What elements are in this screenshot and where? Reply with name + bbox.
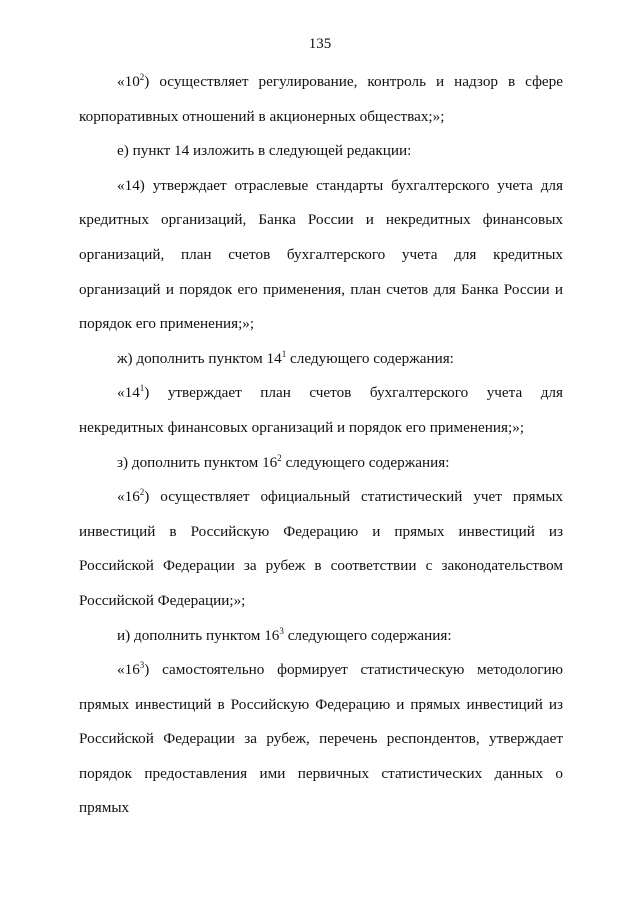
paragraph-prefix: и) дополнить пунктом 16: [117, 626, 280, 644]
paragraph-item-14-1: [79, 376, 563, 445]
paragraph-amend-i: [79, 619, 563, 654]
superscript: 1: [139, 383, 145, 394]
paragraph-text: следующего содержания:: [286, 349, 454, 367]
paragraph-text: ) утверждает план счетов бухгалтерского учета для некредитных финансовых организаций и порядок его применения;»;: [79, 384, 563, 436]
paragraph-text: следующего содержания:: [283, 626, 452, 644]
paragraph-text: ) самостоятельно формирует статистическую методологию прямых инвестиций в Российскую Федерацию и прямых инвестиций из Российской Федерации за рубеж, перечень респондентов, утверждает порядок предоставления ими первичных статистических данных о прямых: [79, 661, 563, 817]
paragraph-text: ) осуществляет официальный статистический учет прямых инвестиций в Российскую Федерацию и прямых инвестиций из Российской Федерации за рубеж в соответствии с законодательством Российской Федерации;»;: [79, 488, 563, 609]
paragraph-prefix: «10: [117, 73, 140, 90]
paragraph-prefix: «16: [117, 661, 140, 679]
superscript: 3: [279, 625, 284, 636]
paragraph-prefix: ж) дополнить пунктом 14: [117, 349, 282, 367]
paragraph-prefix: з) дополнить пунктом 16: [117, 453, 278, 471]
paragraph-prefix: «16: [117, 488, 140, 506]
superscript: 2: [139, 72, 145, 82]
paragraph-amend-z: [79, 446, 563, 481]
paragraph-amend-zh: [79, 342, 563, 377]
paragraph-item-16-3: [79, 653, 563, 826]
superscript: 1: [281, 348, 287, 359]
paragraph-text: следующего содержания:: [281, 453, 450, 471]
paragraph-text: е) пункт 14 изложить в следующей редакции:: [117, 142, 412, 160]
paragraph-text: «14) утверждает отраслевые стандарты бухгалтерского учета для кредитных организаций, Банка России и некредитных финансовых организаций, план счетов бухгалтерского учета для кредитных организаций и порядок его применения, план счетов для Банка России и порядок его применения;»;: [79, 176, 563, 333]
superscript: 2: [139, 487, 145, 498]
document-body: [79, 65, 563, 826]
paragraph-text: ) осуществляет регулирование, контроль и надзор в сфере корпоративных отношений в акционерных обществах;»;: [79, 73, 563, 125]
superscript: 3: [139, 660, 145, 671]
page-number: 135: [308, 36, 332, 52]
paragraph-item-10-2: [79, 65, 563, 134]
paragraph-amend-e: [79, 134, 563, 169]
paragraph-prefix: «14: [117, 384, 140, 402]
superscript: 2: [277, 452, 282, 463]
paragraph-item-16-2: [79, 480, 563, 618]
paragraph-item-14: [79, 169, 563, 342]
